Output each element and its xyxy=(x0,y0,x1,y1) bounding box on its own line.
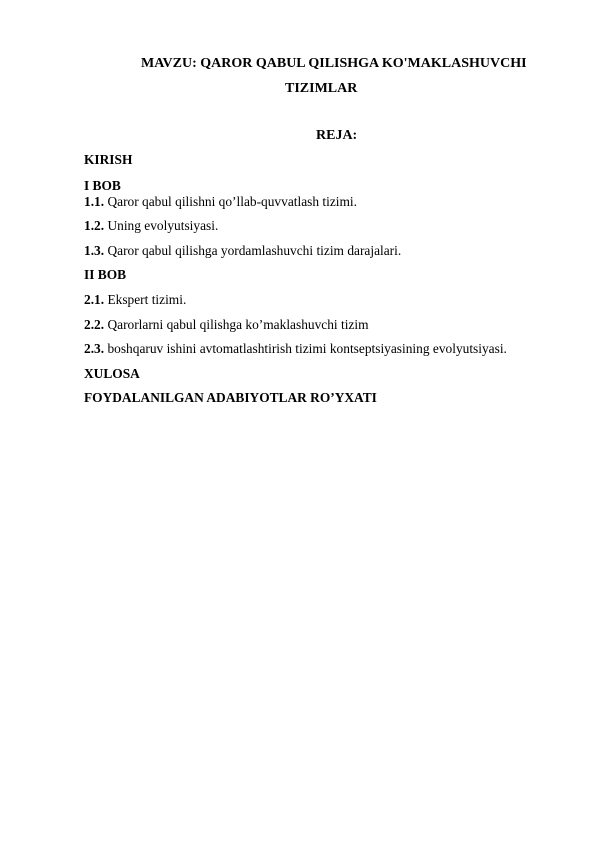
toc-item-1-1 xyxy=(84,194,357,210)
toc-item-number: 1.3. xyxy=(84,243,105,258)
toc-item-number: 2.2. xyxy=(84,317,105,332)
toc-chapter-2: II BOB xyxy=(84,267,127,282)
toc-item-number: 2.3. xyxy=(84,341,105,356)
document-title-line1: MAVZU: QAROR QABUL QILISHGA KO'MAKLASHUVCHI xyxy=(141,56,527,71)
toc-item-1-2 xyxy=(84,218,218,234)
toc-references: FOYDALANILGAN ADABIYOTLAR RO’YXATI xyxy=(84,390,377,405)
toc-item-text: boshqaruv ishini avtomatlashtirish tizimi kontseptsiyasining evolyutsiyasi. xyxy=(107,341,507,356)
document-title-line2: TIZIMLAR xyxy=(285,81,358,96)
toc-item-text: Qaror qabul qilishga yordamlashuvchi tizim darajalari. xyxy=(107,243,402,258)
toc-item-text: Qarorlarni qabul qilishga ko’maklashuvchi tizim xyxy=(107,317,369,332)
toc-item-text: Ekspert tizimi. xyxy=(107,292,187,307)
toc-item-2-2 xyxy=(84,317,369,333)
toc-item-2-1 xyxy=(84,292,186,308)
toc-item-number: 1.1. xyxy=(84,194,105,209)
toc-item-2-3 xyxy=(84,341,507,357)
toc-chapter-1: I BOB xyxy=(84,178,121,193)
toc-item-number: 1.2. xyxy=(84,218,105,233)
toc-item-text: Uning evolyutsiyasi. xyxy=(107,218,219,233)
toc-intro: KIRISH xyxy=(84,152,133,167)
plan-heading: REJA: xyxy=(316,128,358,143)
toc-item-number: 2.1. xyxy=(84,292,105,307)
toc-item-text: Qaror qabul qilishni qo’llab-quvvatlash tizimi. xyxy=(107,194,357,209)
toc-conclusion: XULOSA xyxy=(84,366,140,381)
toc-item-1-3 xyxy=(84,243,401,259)
